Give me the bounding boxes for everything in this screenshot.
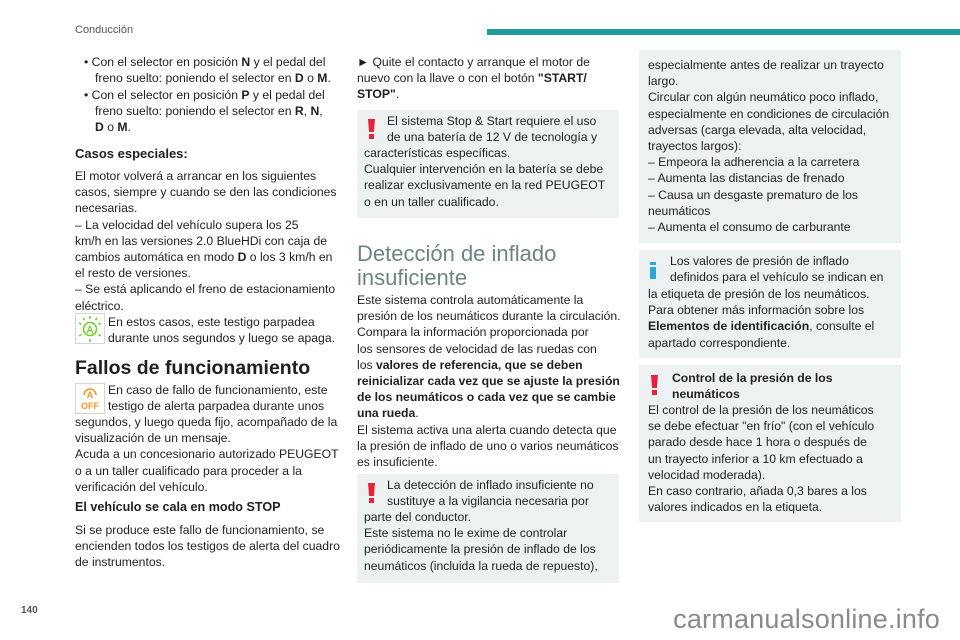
text-line — [95, 70, 331, 86]
bold-text: STOP" — [357, 87, 396, 102]
text-line — [75, 414, 339, 430]
paragraph-stop — [75, 522, 340, 571]
text-line — [648, 418, 874, 434]
text: km/h en las versiones 2.0 BlueHDi con caja de — [75, 233, 328, 248]
text: Circular con algún neumático poco inflado, — [648, 90, 879, 105]
text: visualización de un mensaje. — [75, 431, 231, 446]
text-line — [108, 330, 335, 346]
text: parado desde hace 1 hora o después de — [648, 435, 867, 450]
text: – Empeora la adherencia a la carretera — [648, 155, 860, 170]
warning-icon — [368, 119, 375, 139]
text: insuficiente — [357, 265, 468, 290]
text-line — [648, 434, 874, 450]
text-line — [357, 308, 621, 324]
bold-text: Control de la presión de los — [672, 371, 833, 385]
text: periódicamente la presión de inflado de los — [364, 542, 596, 557]
subheading-stop: El vehículo se cala en modo STOP — [75, 500, 281, 514]
subheading-casos-especiales: Casos especiales: — [75, 146, 188, 161]
text: o — [303, 71, 318, 86]
text-line — [648, 318, 874, 334]
warning-battery-icon-text — [387, 113, 597, 145]
text-line — [648, 335, 874, 351]
text: El sistema Stop & Start requiere el uso — [387, 114, 597, 128]
text: testigo de alerta parpadea durante unos — [108, 399, 325, 414]
text-line — [364, 525, 598, 541]
text: Este sistema no le exime de controlar — [364, 526, 568, 541]
text: En estos casos, este testigo parpadea — [108, 315, 315, 329]
bold-text: de los neumáticos o cada vez que se cambie — [357, 390, 616, 405]
text-line — [648, 402, 874, 418]
warning-battery-text — [364, 145, 605, 210]
info-icon-text — [670, 253, 883, 285]
text-line — [648, 203, 889, 219]
text: especialmente antes de realizar un trayecto — [648, 58, 884, 72]
text: freno suelto: poniendo el selector en — [95, 104, 295, 119]
text: apartado correspondiente. — [648, 335, 791, 350]
text: los sensores de velocidad de las ruedas con — [357, 341, 597, 356]
text-line — [387, 477, 594, 493]
text-line — [357, 266, 556, 290]
watermark[interactable]: carmanualsonline.info — [673, 604, 940, 634]
warning-pressure-title — [672, 370, 833, 402]
text-line — [75, 554, 340, 570]
warning-icon — [368, 483, 375, 503]
text: velocidad moderada). — [648, 467, 766, 482]
text-line — [95, 103, 325, 119]
text: es insuficiente. — [357, 455, 438, 470]
section-title: Conducción — [75, 24, 134, 36]
text: un trayecto inferior a 10 km efectuado a — [648, 451, 863, 466]
text: el resto de versiones. — [75, 266, 191, 281]
text-line — [75, 430, 339, 446]
text: adversas (carga elevada, alta velocidad, — [648, 122, 867, 137]
bold-text: D — [294, 71, 304, 86]
text-line — [75, 200, 337, 216]
text: • Con el selector en posición — [84, 88, 242, 102]
text: o a un taller cualificado para proceder a la — [75, 463, 302, 478]
text-line — [648, 467, 874, 483]
text-line — [75, 538, 340, 554]
bold-text: D — [237, 250, 247, 265]
text-line — [648, 499, 874, 515]
text-line — [648, 154, 889, 170]
text: nuevo con la llave o con el botón — [357, 71, 538, 86]
text: especialmente en condiciones de circulación — [648, 106, 890, 121]
text: casos, siempre y cuando se den las condiciones — [75, 185, 337, 200]
text: Para obtener más información sobre los — [648, 303, 865, 318]
text-line — [387, 113, 597, 129]
stop-start-active-warning-icon — [75, 313, 105, 344]
text: la presión de inflado de uno o varios neumáticos — [357, 438, 619, 453]
text: . — [395, 87, 400, 102]
text-line — [357, 357, 621, 373]
text: freno suelto: poniendo el selector en — [95, 71, 295, 86]
text-line — [648, 451, 874, 467]
text: y el pedal del — [249, 88, 325, 102]
text-line — [364, 194, 605, 210]
text-line — [108, 398, 328, 414]
text-line — [357, 86, 590, 102]
bold-text: M — [117, 120, 128, 135]
text-line — [357, 70, 590, 86]
text: valores indicados en la etiqueta. — [648, 500, 823, 515]
instruction-step — [357, 54, 590, 103]
heading-fallos: Fallos de funcionamiento — [75, 357, 311, 379]
text-line — [84, 54, 331, 70]
text-line — [357, 405, 621, 421]
text: parte del conductor. — [364, 510, 472, 524]
text-line — [108, 382, 328, 398]
text-line — [75, 217, 337, 233]
text-line — [648, 122, 889, 138]
text-line — [75, 233, 337, 249]
text: y el pedal del — [250, 55, 326, 69]
text: . — [327, 71, 331, 86]
text: de instrumentos. — [75, 555, 166, 570]
text-line — [357, 341, 621, 357]
text: , consulte el — [809, 319, 875, 334]
text-line — [75, 168, 337, 184]
text: – La velocidad del vehículo supera los 25 — [75, 217, 299, 232]
bold-text: valores de referencia, que se deben — [375, 357, 583, 372]
bold-text: P — [241, 88, 250, 102]
text-line — [357, 389, 621, 405]
bold-text: neumáticos — [672, 387, 740, 402]
text: El sistema activa una alerta cuando detecta que — [357, 422, 617, 437]
text-line — [648, 89, 889, 105]
warning-deteccion-icon-text — [387, 477, 594, 509]
text-line — [648, 302, 874, 318]
text-line — [357, 54, 590, 70]
text-line — [357, 422, 621, 438]
warning-pressure-text — [648, 402, 874, 515]
text: necesarias. — [75, 201, 138, 216]
text-line — [670, 269, 883, 285]
text: La detección de inflado insuficiente no — [387, 478, 594, 492]
bold-text: D — [95, 120, 104, 135]
paragraph-icon-a — [108, 314, 335, 346]
text: Detección de inflado — [357, 241, 557, 266]
text: – Aumenta el consumo de carburante — [648, 220, 851, 235]
warning-continued-text — [648, 57, 889, 235]
svg-text:A: A — [86, 390, 94, 400]
text-line — [648, 170, 889, 186]
bold-text: "START/ — [537, 71, 587, 86]
text: neumáticos — [648, 203, 711, 218]
text: Los valores de presión de inflado — [670, 254, 849, 268]
text: – Aumenta las distancias de frenado — [648, 171, 845, 186]
text-line — [95, 119, 325, 135]
paragraph-fallos-icon — [108, 382, 328, 414]
text-line — [648, 73, 889, 89]
stop-start-off-warning-icon — [75, 383, 105, 414]
text-line — [364, 145, 605, 161]
text-line — [364, 509, 598, 525]
warning-deteccion-text — [364, 509, 598, 574]
bold-text: reinicializar cada vez que se ajuste la presión — [357, 374, 620, 389]
text-line — [648, 286, 874, 302]
text: • Con el selector en posición — [84, 55, 242, 69]
text-line — [672, 370, 833, 386]
bold-text: una rueda — [357, 406, 416, 421]
text-line — [364, 177, 605, 193]
text-line — [108, 314, 335, 330]
text-line — [648, 106, 889, 122]
text-line — [357, 324, 621, 340]
bold-text: M — [317, 71, 328, 86]
text-line — [648, 57, 889, 73]
warning-icon — [651, 375, 658, 395]
text-line — [75, 184, 337, 200]
text: ► Quite el contacto y arranque el motor de — [357, 55, 590, 69]
text: eléctrico. — [75, 298, 124, 313]
text-line — [357, 438, 621, 454]
text: trayectos largos): — [648, 139, 742, 154]
text-line — [357, 292, 621, 308]
text: En caso de fallo de funcionamiento, este — [108, 383, 328, 397]
text: sustituye a la vigilancia necesaria por — [387, 494, 589, 509]
text: se debe efectuar "en frío" (con el vehículo — [648, 419, 875, 434]
page-number: 140 — [21, 605, 38, 616]
text-line — [648, 187, 889, 203]
text: Cualquier intervención en la batería se debe — [364, 162, 604, 177]
text-line — [357, 242, 556, 266]
text: definidos para el vehículo se indican en — [670, 270, 884, 285]
text: Si se produce este fallo de funcionamiento, se — [75, 523, 325, 537]
text: Este sistema controla automáticamente la — [357, 293, 584, 307]
paragraph-casos — [75, 168, 337, 314]
text-line — [75, 249, 337, 265]
text-line — [357, 454, 621, 470]
bold-text: N — [241, 55, 251, 69]
info-icon — [650, 262, 656, 279]
heading-deteccion — [357, 242, 556, 290]
text-line — [387, 493, 594, 509]
text: neumáticos (incluida la rueda de repuesto), — [364, 558, 598, 573]
header-accent-bar — [487, 29, 960, 35]
text: , — [319, 104, 323, 119]
text: cambios automática en modo — [75, 250, 238, 265]
text-line — [75, 298, 337, 314]
text: – Causa un desgaste prematuro de los — [648, 187, 859, 202]
text-line — [648, 138, 889, 154]
text: o en un taller cualificado. — [364, 194, 499, 209]
text-line — [648, 219, 889, 235]
text-line — [84, 87, 325, 103]
text-line — [672, 386, 833, 402]
text: encienden todos los testigos de alerta del cuadro — [75, 539, 340, 554]
text-line — [364, 558, 598, 574]
text: de una batería de 12 V de tecnología y — [387, 130, 598, 145]
text: El motor volverá a arrancar en los siguientes — [75, 169, 317, 183]
text: o — [103, 120, 118, 135]
text: , — [303, 104, 311, 119]
text: – Se está aplicando el freno de estacionamiento — [75, 282, 336, 297]
text-line — [75, 522, 340, 538]
text: largo. — [648, 74, 679, 89]
bullet-item — [84, 54, 331, 86]
bold-text: Elementos de identificación — [648, 319, 810, 334]
text-line — [75, 446, 339, 462]
text: En caso contrario, añada 0,3 bares a los — [648, 484, 867, 499]
text: o los 3 km/h en — [246, 250, 333, 265]
svg-text:A: A — [86, 325, 94, 336]
paragraph-deteccion — [357, 292, 621, 470]
bullet-item — [84, 87, 325, 136]
text: presión de los neumáticos durante la circulación. — [357, 309, 621, 324]
bold-text: R — [294, 104, 304, 119]
text-line — [364, 541, 598, 557]
text-line — [75, 463, 339, 479]
text-line — [387, 129, 597, 145]
text: realizar exclusivamente en la red PEUGEOT — [364, 178, 606, 193]
text-line — [357, 373, 621, 389]
text: verificación del vehículo. — [75, 479, 208, 494]
text-line — [648, 483, 874, 499]
text: . — [415, 406, 419, 421]
text: características específicas. — [364, 146, 511, 160]
text: . — [127, 120, 131, 135]
text: los — [357, 357, 376, 372]
text-line — [364, 161, 605, 177]
text-line — [75, 281, 337, 297]
text-line — [75, 479, 339, 495]
text: la etiqueta de presión de los neumáticos. — [648, 287, 870, 301]
text: durante unos segundos y luego se apaga. — [108, 331, 335, 346]
paragraph-fallos — [75, 414, 339, 495]
text-line — [670, 253, 883, 269]
info-text — [648, 286, 874, 351]
text: Compara la información proporcionada por — [357, 325, 589, 340]
text: Acuda a un concesionario autorizado PEUGEOT — [75, 447, 339, 462]
off-icon-label: OFF — [81, 401, 99, 411]
text-line — [75, 265, 337, 281]
text: segundos, y luego queda fijo, acompañado de la — [75, 415, 338, 429]
text: El control de la presión de los neumáticos — [648, 403, 874, 417]
bold-text: N — [310, 104, 320, 119]
